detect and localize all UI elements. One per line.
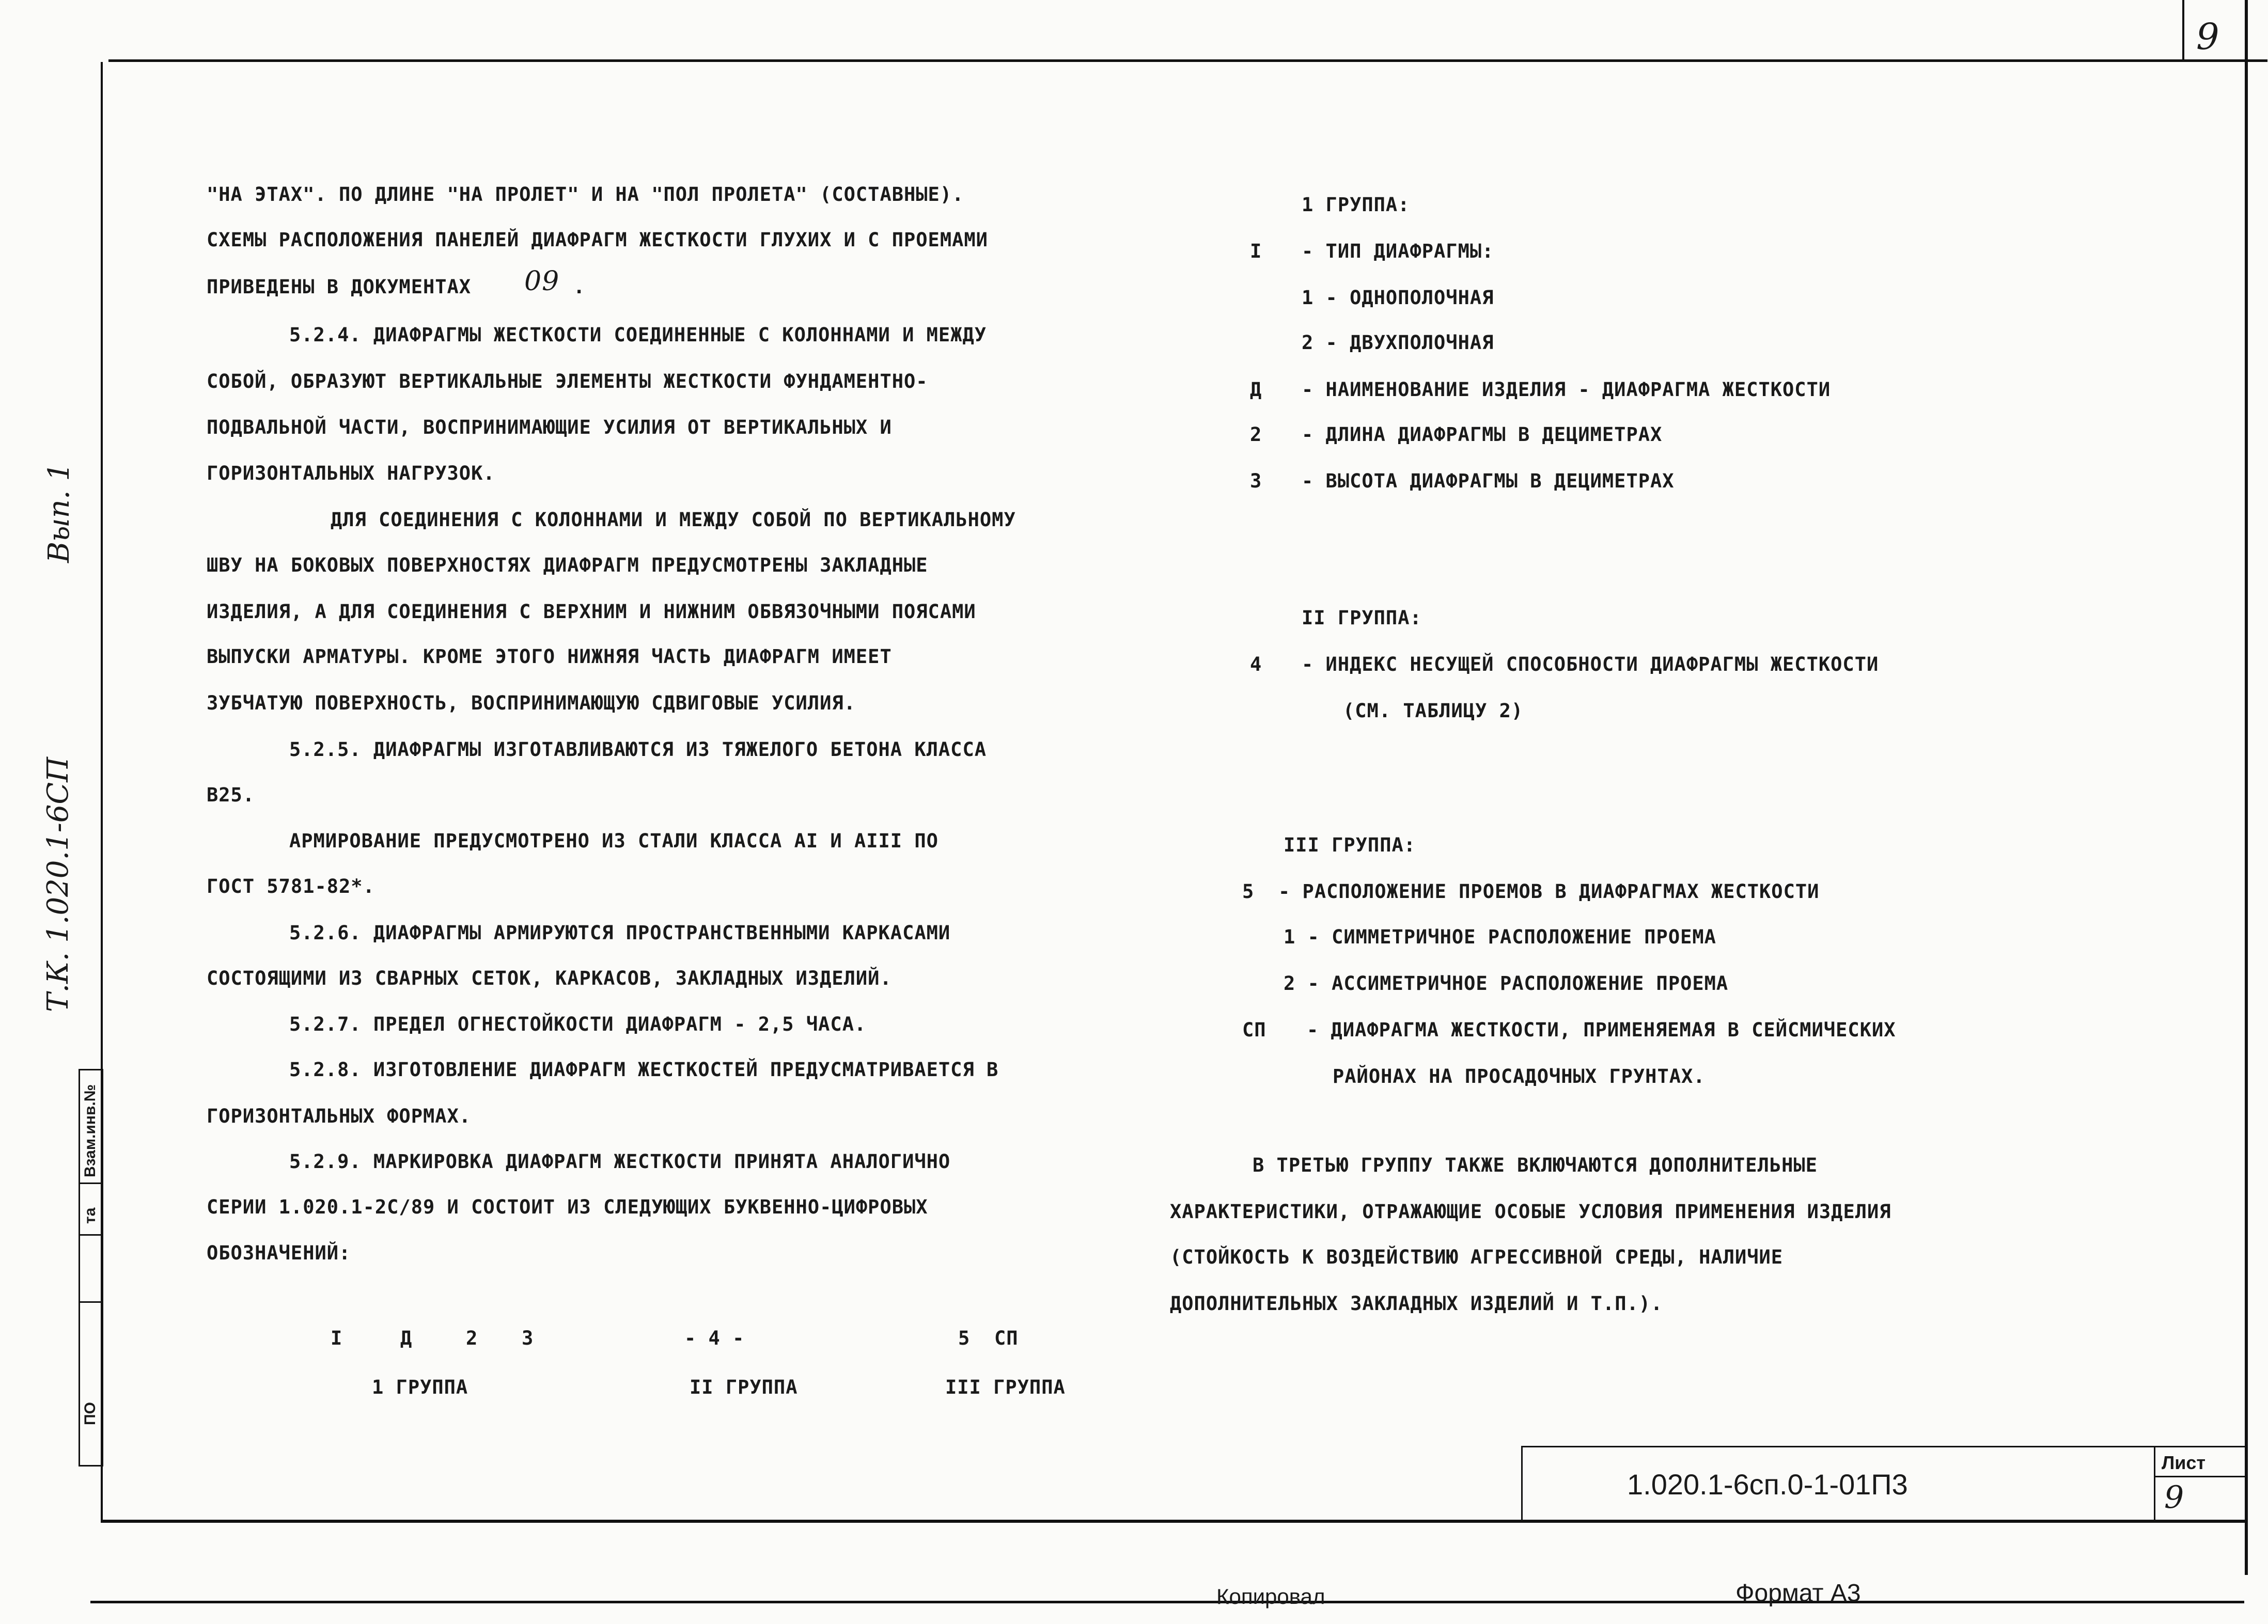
body-line: СХЕМЫ РАСПОЛОЖЕНИЯ ПАНЕЛЕЙ ДИАФРАГМ ЖЕСТКОСТИ ГЛУХИХ И С ПРОЕМАМИ <box>207 229 988 251</box>
group-item-code: 5 <box>1242 880 1255 903</box>
side-stamp-label: ПО <box>82 1402 99 1425</box>
sheet-cell-divider <box>2154 1476 2247 1477</box>
group-item-text: - ДИАФРАГМА ЖЕСТКОСТИ, ПРИМЕНЯЕМАЯ В СЕЙСМИЧЕСКИХ <box>1307 1019 1896 1041</box>
group2-title: II ГРУППА: <box>1302 607 1422 629</box>
copied-label: Копировал <box>1216 1584 1325 1609</box>
marking-group-label: III ГРУППА <box>945 1376 1066 1398</box>
body-line: СОСТОЯЩИМИ ИЗ СВАРНЫХ СЕТОК, КАРКАСОВ, ЗАКЛАДНЫХ ИЗДЕЛИЙ. <box>207 967 892 989</box>
top-border-line <box>108 59 2267 62</box>
body-line: ИЗДЕЛИЯ, А ДЛЯ СОЕДИНЕНИЯ С ВЕРХНИМ И НИЖНИМ ОБВЯЗОЧНЫМИ ПОЯСАМИ <box>207 601 976 623</box>
body-line: 5.2.7. ПРЕДЕЛ ОГНЕСТОЙКОСТИ ДИАФРАГМ - 2,5 ЧАСА. <box>289 1013 867 1035</box>
group-item-code: 3 <box>1250 470 1262 492</box>
group-item-code: 4 <box>1250 653 1262 675</box>
side-stamp-divider <box>79 1234 103 1236</box>
series-label: Т.К. 1.020.1-6СП <box>41 756 75 1012</box>
body-line: ШВУ НА БОКОВЫХ ПОВЕРХНОСТЯХ ДИАФРАГМ ПРЕДУСМОТРЕНЫ ЗАКЛАДНЫЕ <box>207 554 928 576</box>
body-line: ДЛЯ СОЕДИНЕНИЯ С КОЛОННАМИ И МЕЖДУ СОБОЙ ПО ВЕРТИКАЛЬНОМУ <box>331 509 1016 531</box>
doc-ref-handwritten: 09 <box>524 266 560 297</box>
marking-code: I <box>331 1327 343 1349</box>
body-line: ГОРИЗОНТАЛЬНЫХ ФОРМАХ. <box>207 1105 472 1127</box>
marking-code: Д <box>400 1327 413 1349</box>
page-number-corner: 9 <box>2196 15 2220 58</box>
marking-code: - 4 - <box>684 1327 745 1349</box>
marking-code: СП <box>994 1327 1019 1349</box>
body-line: В25. <box>207 784 255 806</box>
body-line: 5.2.8. ИЗГОТОВЛЕНИЕ ДИАФРАГМ ЖЕСТКОСТЕЙ ПРЕДУСМАТРИВАЕТСЯ В <box>289 1059 999 1081</box>
group3-title: III ГРУППА: <box>1284 834 1416 856</box>
marking-code: 2 <box>466 1327 478 1349</box>
body-line: АРМИРОВАНИЕ ПРЕДУСМОТРЕНО ИЗ СТАЛИ КЛАССА АI И АIII ПО <box>289 830 939 852</box>
group-item-text: 1 - СИММЕТРИЧНОЕ РАСПОЛОЖЕНИЕ ПРОЕМА <box>1284 926 1716 948</box>
group-item-text: - ИНДЕКС НЕСУЩЕЙ СПОСОБНОСТИ ДИАФРАГМЫ ЖЕСТКОСТИ <box>1302 653 1879 675</box>
group-item-code: 2 <box>1250 423 1262 446</box>
body-line: СЕРИИ 1.020.1-2С/89 И СОСТОИТ ИЗ СЛЕДУЮЩИХ БУКВЕННО-ЦИФРОВЫХ <box>207 1196 928 1218</box>
group-item-text: - РАСПОЛОЖЕНИЕ ПРОЕМОВ В ДИАФРАГМАХ ЖЕСТКОСТИ <box>1278 880 1820 903</box>
body-line: . <box>573 276 586 298</box>
body-line: 5.2.6. ДИАФРАГМЫ АРМИРУЮТСЯ ПРОСТРАНСТВЕННЫМИ КАРКАСАМИ <box>289 922 951 944</box>
sheet-label: Лист <box>2162 1452 2206 1473</box>
closing-line: (СТОЙКОСТЬ К ВОЗДЕЙСТВИЮ АГРЕССИВНОЙ СРЕДЫ, НАЛИЧИЕ <box>1170 1246 1784 1268</box>
body-line: ПРИВЕДЕНЫ В ДОКУМЕНТАХ <box>207 276 472 298</box>
group-item-text: 2 - ДВУХПОЛОЧНАЯ <box>1302 332 1494 354</box>
body-line: СОБОЙ, ОБРАЗУЮТ ВЕРТИКАЛЬНЫЕ ЭЛЕМЕНТЫ ЖЕСТКОСТИ ФУНДАМЕНТНО- <box>207 370 928 392</box>
body-line: 5.2.4. ДИАФРАГМЫ ЖЕСТКОСТИ СОЕДИНЕННЫЕ С КОЛОННАМИ И МЕЖДУ <box>289 324 987 346</box>
side-stamp-label: та <box>82 1207 99 1224</box>
body-line: 5.2.5. ДИАФРАГМЫ ИЗГОТАВЛИВАЮТСЯ ИЗ ТЯЖЕЛОГО БЕТОНА КЛАССА <box>289 738 987 761</box>
corner-box-line <box>2182 0 2184 62</box>
marking-code: 5 <box>958 1327 971 1349</box>
group-item-text: - НАИМЕНОВАНИЕ ИЗДЕЛИЯ - ДИАФРАГМА ЖЕСТКОСТИ <box>1302 379 1831 401</box>
group-item-code: Д <box>1250 379 1262 401</box>
side-stamp-label: Взам.инв.№ <box>82 1084 99 1177</box>
side-stamp-divider <box>79 1301 103 1303</box>
marking-group-label: II ГРУППА <box>690 1376 798 1398</box>
body-line: ОБОЗНАЧЕНИЙ: <box>207 1242 351 1264</box>
doc-code: 1.020.1-6сп.0-1-01П3 <box>1627 1468 1908 1501</box>
body-line: ПОДВАЛЬНОЙ ЧАСТИ, ВОСПРИНИМАЮЩИЕ УСИЛИЯ ОТ ВЕРТИКАЛЬНЫХ И <box>207 416 892 438</box>
marking-group-label: 1 ГРУППА <box>372 1376 468 1398</box>
group-item-text: (СМ. ТАБЛИЦУ 2) <box>1343 700 1524 722</box>
body-line: ГОРИЗОНТАЛЬНЫХ НАГРУЗОК. <box>207 462 495 484</box>
body-line: ЗУБЧАТУЮ ПОВЕРХНОСТЬ, ВОСПРИНИМАЮЩУЮ СДВИГОВЫЕ УСИЛИЯ. <box>207 692 856 714</box>
body-line: 5.2.9. МАРКИРОВКА ДИАФРАГМ ЖЕСТКОСТИ ПРИНЯТА АНАЛОГИЧНО <box>289 1150 951 1173</box>
group-item-text: РАЙОНАХ НА ПРОСАДОЧНЫХ ГРУНТАХ. <box>1333 1065 1706 1087</box>
group-item-text: 2 - АССИМЕТРИЧНОЕ РАСПОЛОЖЕНИЕ ПРОЕМА <box>1284 972 1729 995</box>
group-item-text: - ТИП ДИАФРАГМЫ: <box>1302 240 1494 262</box>
closing-line: ДОПОЛНИТЕЛЬНЫХ ЗАКЛАДНЫХ ИЗДЕЛИЙ И Т.П.). <box>1170 1292 1663 1315</box>
body-line: ГОСТ 5781-82*. <box>207 875 375 897</box>
group-item-text: - ВЫСОТА ДИАФРАГМЫ В ДЕЦИМЕТРАХ <box>1302 470 1675 492</box>
group-item-text: 1 - ОДНОПОЛОЧНАЯ <box>1302 287 1494 309</box>
group-item-text: - ДЛИНА ДИАФРАГМЫ В ДЕЦИМЕТРАХ <box>1302 423 1663 446</box>
right-border-line <box>2245 0 2248 1575</box>
closing-line: В ТРЕТЬЮ ГРУППУ ТАКЖЕ ВКЛЮЧАЮТСЯ ДОПОЛНИТЕЛЬНЫЕ <box>1253 1154 1818 1176</box>
format-label: Формат А3 <box>1735 1580 1861 1607</box>
group-item-code: СП <box>1242 1019 1266 1041</box>
lower-sheet-line <box>90 1601 2244 1603</box>
side-stamp-divider <box>79 1182 103 1184</box>
closing-line: ХАРАКТЕРИСТИКИ, ОТРАЖАЮЩИЕ ОСОБЫЕ УСЛОВИЯ ПРИМЕНЕНИЯ ИЗДЕЛИЯ <box>1170 1201 1891 1223</box>
sheet-number: 9 <box>2164 1479 2185 1516</box>
body-line: "НА ЭТАХ". ПО ДЛИНЕ "НА ПРОЛЕТ" И НА "ПОЛ ПРОЛЕТА" (СОСТАВНЫЕ). <box>207 183 964 206</box>
vyp-label: Вып. 1 <box>42 462 76 563</box>
marking-code: 3 <box>522 1327 534 1349</box>
group-item-code: I <box>1250 240 1262 262</box>
body-line: ВЫПУСКИ АРМАТУРЫ. КРОМЕ ЭТОГО НИЖНЯЯ ЧАСТЬ ДИАФРАГМ ИМЕЕТ <box>207 645 892 668</box>
group1-title: 1 ГРУППА: <box>1302 194 1410 216</box>
